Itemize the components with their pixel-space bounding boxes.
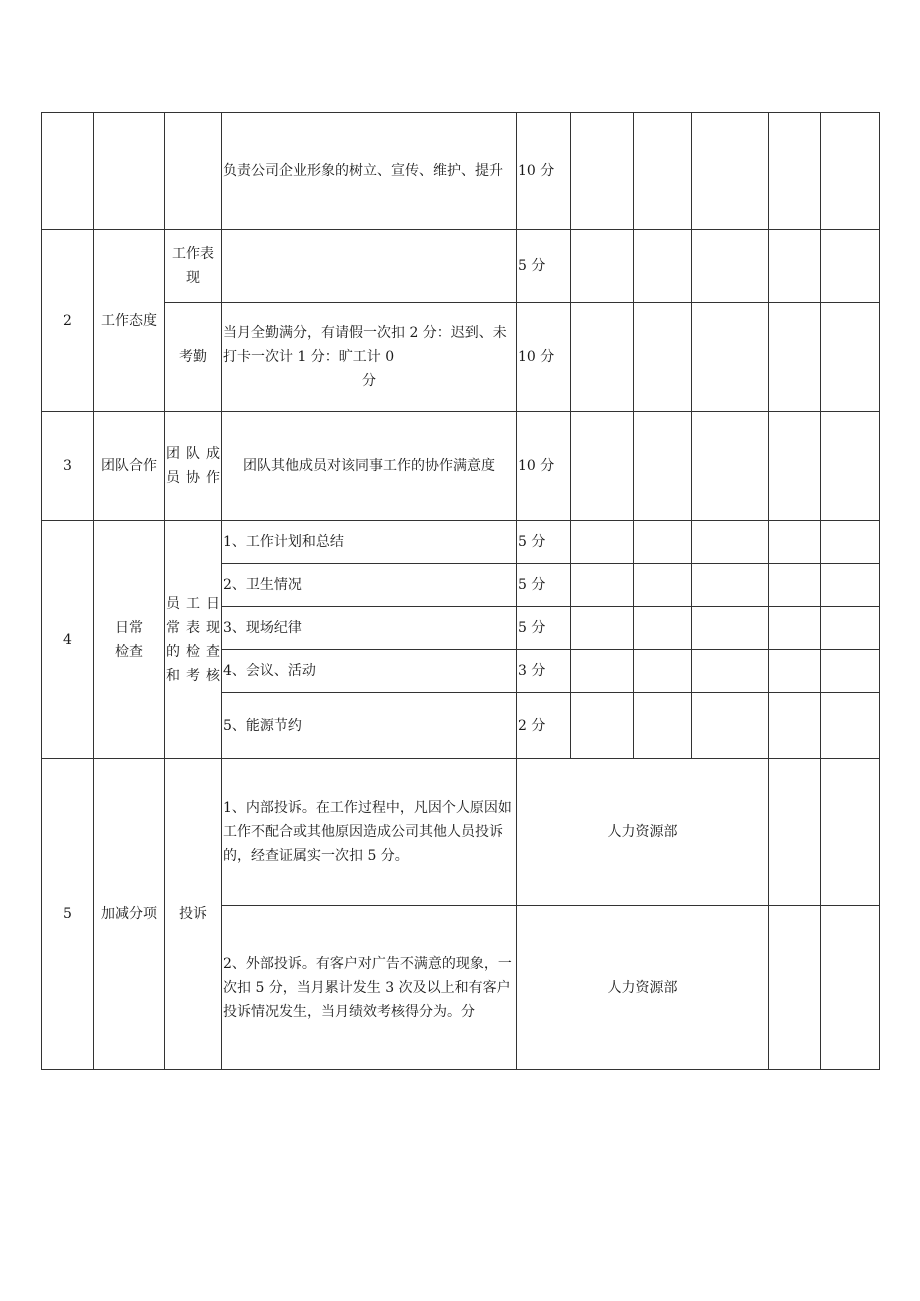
blank-cell xyxy=(692,412,769,521)
blank-cell xyxy=(821,303,880,412)
sub-cell: 考勤 xyxy=(165,303,222,412)
blank-cell xyxy=(821,607,880,650)
description-cell: 2、外部投诉。有客户对广告不满意的现象，一次扣 5 分，当月累计发生 3 次及以上和有客户投诉情况发生，当月绩效考核得分为。分 xyxy=(222,906,517,1070)
description-cell: 负责公司企业形象的树立、宣传、维护、提升 xyxy=(222,113,517,230)
score-cell: 3 分 xyxy=(517,650,571,693)
blank-cell xyxy=(692,607,769,650)
blank-cell xyxy=(634,564,692,607)
blank-cell xyxy=(769,303,821,412)
blank-cell xyxy=(634,650,692,693)
blank-cell xyxy=(692,521,769,564)
description-cell: 4、会议、活动 xyxy=(222,650,517,693)
blank-cell xyxy=(821,230,880,303)
description-line: 当月全勤满分，有请假一次扣 2 分：迟到、未打卡一次计 1 分：旷工计 0 xyxy=(223,325,507,365)
table-row-internal-complaint xyxy=(42,759,880,906)
sub-cell: 员 工 日常表现的检查和考核 xyxy=(165,521,222,759)
description-cell: 2、卫生情况 xyxy=(222,564,517,607)
blank-cell xyxy=(571,693,634,759)
table-row-brand xyxy=(42,113,880,230)
blank-cell xyxy=(769,564,821,607)
description-cell xyxy=(222,230,517,303)
blank-cell xyxy=(769,230,821,303)
blank-cell xyxy=(821,759,880,906)
blank-cell xyxy=(692,113,769,230)
blank-cell xyxy=(634,412,692,521)
no-cell: 3 xyxy=(42,412,94,521)
blank-cell xyxy=(571,650,634,693)
assessment-table xyxy=(41,112,880,1070)
blank-cell xyxy=(769,521,821,564)
blank-cell xyxy=(769,759,821,906)
score-cell: 5 分 xyxy=(517,564,571,607)
sub-cell xyxy=(165,230,222,303)
blank-cell xyxy=(634,521,692,564)
description-cell: 5、能源节约 xyxy=(222,693,517,759)
score-cell: 10 分 xyxy=(517,303,571,412)
blank-cell xyxy=(692,650,769,693)
score-cell: 10 分 xyxy=(517,412,571,521)
blank-cell xyxy=(769,906,821,1070)
blank-cell xyxy=(821,113,880,230)
blank-cell xyxy=(634,230,692,303)
table-row-attendance xyxy=(42,303,880,412)
blank-cell xyxy=(571,113,634,230)
table-row-teamwork xyxy=(42,412,880,521)
blank-cell xyxy=(769,607,821,650)
blank-cell xyxy=(571,564,634,607)
blank-cell xyxy=(692,693,769,759)
table-row-daily xyxy=(42,521,880,564)
description-cell xyxy=(222,303,517,412)
blank-cell xyxy=(821,521,880,564)
blank-cell xyxy=(821,650,880,693)
blank-cell xyxy=(571,521,634,564)
no-cell: 4 xyxy=(42,521,94,759)
blank-cell xyxy=(634,113,692,230)
description-cell: 1、内部投诉。在工作过程中，凡因个人原因如工作不配合或其他原因造成公司其他人员投诉的，经查证属实一次扣 5 分。 xyxy=(222,759,517,906)
blank-cell xyxy=(634,303,692,412)
category-cell xyxy=(94,113,165,230)
blank-cell xyxy=(571,412,634,521)
blank-cell xyxy=(821,906,880,1070)
blank-cell xyxy=(571,303,634,412)
sub-text: 工作表现 xyxy=(172,246,214,286)
blank-cell xyxy=(821,693,880,759)
description-line: 分 xyxy=(362,373,376,389)
blank-cell xyxy=(821,564,880,607)
category-cell: 加减分项 xyxy=(94,759,165,1070)
category-cell xyxy=(94,521,165,759)
department-cell: 人力资源部 xyxy=(517,759,769,906)
category-cell: 工作态度 xyxy=(94,230,165,412)
category-text: 日常检查 xyxy=(115,619,143,660)
sub-cell xyxy=(165,113,222,230)
table-row-performance xyxy=(42,230,880,303)
no-cell: 5 xyxy=(42,759,94,1070)
score-cell: 10 分 xyxy=(517,113,571,230)
no-cell: 2 xyxy=(42,230,94,412)
blank-cell xyxy=(692,303,769,412)
description-cell: 团队其他成员对该同事工作的协作满意度 xyxy=(222,412,517,521)
score-cell: 5 分 xyxy=(517,521,571,564)
description-cell: 3、现场纪律 xyxy=(222,607,517,650)
blank-cell xyxy=(692,230,769,303)
blank-cell xyxy=(634,693,692,759)
blank-cell xyxy=(571,607,634,650)
blank-cell xyxy=(634,607,692,650)
category-cell: 团队合作 xyxy=(94,412,165,521)
blank-cell xyxy=(769,650,821,693)
blank-cell xyxy=(769,693,821,759)
sub-cell: 团 队 成员 协 作 xyxy=(165,412,222,521)
department-cell: 人力资源部 xyxy=(517,906,769,1070)
score-cell: 5 分 xyxy=(517,230,571,303)
blank-cell xyxy=(692,564,769,607)
blank-cell xyxy=(769,412,821,521)
blank-cell xyxy=(571,230,634,303)
score-cell: 5 分 xyxy=(517,607,571,650)
sub-cell: 投诉 xyxy=(165,759,222,1070)
no-cell xyxy=(42,113,94,230)
description-cell: 1、工作计划和总结 xyxy=(222,521,517,564)
score-cell: 2 分 xyxy=(517,693,571,759)
blank-cell xyxy=(821,412,880,521)
blank-cell xyxy=(769,113,821,230)
